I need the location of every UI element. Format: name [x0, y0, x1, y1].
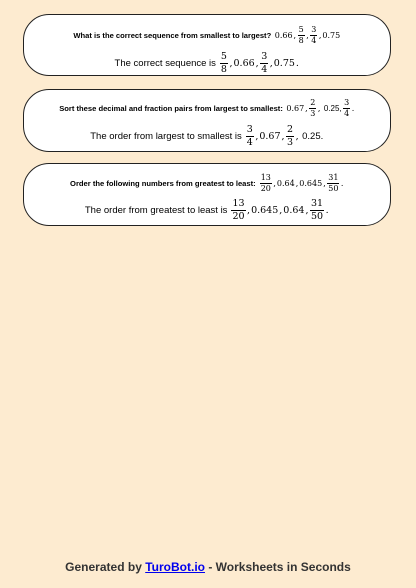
- fraction-denominator: 4: [246, 136, 253, 148]
- separator: ,: [273, 179, 276, 188]
- turobot-link[interactable]: TuroBot.io: [145, 560, 205, 574]
- fraction-numerator: 5: [298, 25, 304, 34]
- fraction-denominator: 50: [328, 184, 339, 193]
- footer-suffix: - Worksheets in Seconds: [208, 560, 351, 574]
- answer-row: [24, 199, 390, 221]
- fraction-numerator: 3: [311, 25, 317, 34]
- separator: ,: [229, 57, 233, 69]
- fraction-numerator: 3: [261, 51, 268, 62]
- fraction-denominator: 4: [344, 109, 350, 118]
- decimal-value: 0.645: [299, 179, 323, 188]
- fraction: [327, 174, 339, 193]
- fraction: [343, 99, 350, 118]
- question-math: [259, 174, 344, 193]
- fraction-denominator: 3: [310, 109, 316, 118]
- question-text: Order the following numbers from greatest to least:: [70, 179, 256, 188]
- decimal-value: 0.25,: [323, 104, 342, 113]
- question-text: What is the correct sequence from smallest to largest?: [73, 31, 272, 40]
- question-math: [274, 26, 340, 45]
- separator: ,: [295, 130, 299, 142]
- separator: ,: [255, 57, 259, 69]
- worksheet-card-3: [23, 163, 391, 226]
- separator: .: [340, 179, 344, 188]
- fraction: [309, 99, 316, 118]
- fraction-numerator: 3: [344, 98, 350, 107]
- answer-math: [245, 125, 324, 147]
- separator: ,: [305, 104, 308, 113]
- decimal-value: 0.67: [259, 130, 281, 142]
- decimal-value: 0.25.: [302, 130, 324, 142]
- decimal-value: 0.75: [322, 31, 341, 40]
- question-row: [24, 99, 390, 118]
- separator: ,: [306, 31, 309, 40]
- fraction-numerator: 3: [246, 124, 253, 135]
- fraction: [231, 199, 245, 221]
- answer-text: The order from greatest to least is: [84, 204, 228, 216]
- answer-math: [219, 52, 300, 74]
- fraction: [286, 125, 294, 147]
- fraction-numerator: 13: [260, 173, 271, 182]
- fraction: [310, 199, 324, 221]
- separator: ,: [269, 57, 273, 69]
- fraction: [260, 174, 272, 193]
- question-text: Sort these decimal and fraction pairs from largest to smallest:: [59, 104, 283, 113]
- separator: ,: [293, 31, 297, 40]
- answer-text: The correct sequence is: [114, 57, 216, 69]
- decimal-value: 0.645: [251, 204, 279, 216]
- decimal-value: 0.66: [274, 31, 293, 40]
- fraction-numerator: 5: [220, 51, 227, 62]
- footer: [0, 560, 416, 574]
- decimal-value: 0.67: [286, 104, 305, 113]
- footer-prefix: Generated by: [65, 560, 142, 574]
- question-math: [286, 99, 355, 118]
- fraction-numerator: 13: [232, 198, 245, 209]
- answer-row: [24, 52, 390, 74]
- fraction-numerator: 2: [287, 124, 294, 135]
- separator: ,: [295, 179, 299, 188]
- separator: ,: [305, 204, 309, 216]
- worksheet-card-2: [23, 89, 391, 152]
- answer-text: The order from largest to smallest is: [90, 130, 242, 142]
- fraction-denominator: 20: [232, 210, 245, 222]
- separator: ,: [318, 31, 322, 40]
- separator: .: [351, 104, 355, 113]
- fraction-numerator: 31: [310, 198, 324, 209]
- decimal-value: 0.64: [283, 204, 305, 216]
- fraction: [310, 26, 317, 45]
- fraction: [260, 52, 268, 74]
- answer-math: [230, 199, 329, 221]
- fraction-denominator: 50: [310, 210, 324, 222]
- fraction-denominator: 8: [220, 63, 227, 75]
- fraction-numerator: 2: [310, 98, 316, 107]
- fraction-denominator: 20: [260, 184, 271, 193]
- fraction-denominator: 8: [298, 36, 304, 45]
- question-row: [24, 174, 390, 193]
- fraction-denominator: 3: [287, 136, 294, 148]
- worksheet-card-1: [23, 14, 391, 76]
- separator: ,: [255, 130, 259, 142]
- separator: ,: [281, 130, 285, 142]
- fraction-numerator: 31: [328, 173, 339, 182]
- separator: ,: [247, 204, 251, 216]
- separator: .: [325, 204, 329, 216]
- separator: ,: [317, 104, 321, 113]
- fraction: [246, 125, 254, 147]
- fraction-denominator: 4: [261, 63, 268, 75]
- separator: ,: [279, 204, 283, 216]
- decimal-value: 0.75: [273, 57, 295, 69]
- separator: .: [295, 57, 299, 69]
- fraction: [220, 52, 228, 74]
- fraction: [298, 26, 305, 45]
- decimal-value: 0.66: [233, 57, 255, 69]
- decimal-value: 0.64: [276, 179, 295, 188]
- answer-row: [24, 125, 390, 147]
- question-row: [24, 26, 390, 45]
- separator: ,: [323, 179, 326, 188]
- fraction-denominator: 4: [311, 36, 317, 45]
